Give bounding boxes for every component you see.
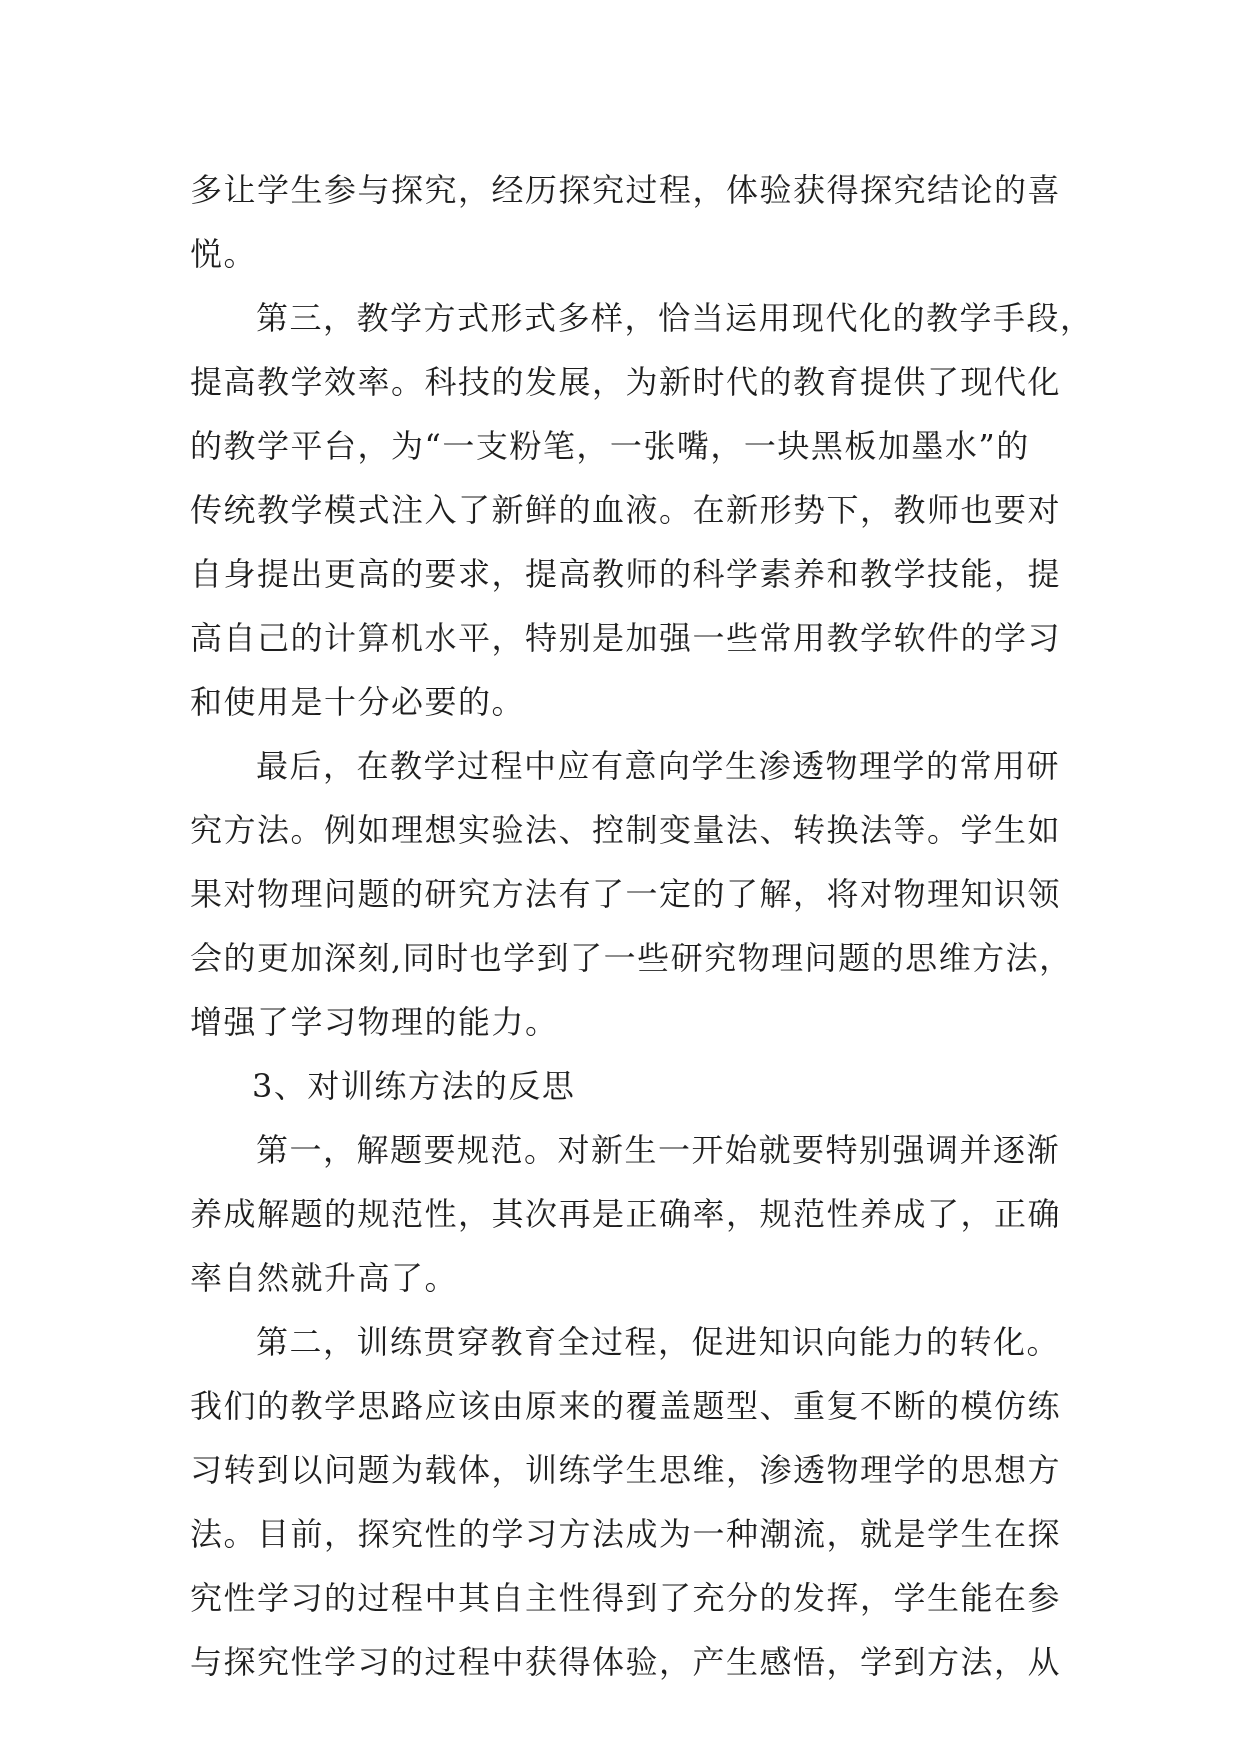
section-heading: 3、对训练方法的反思 <box>252 1067 576 1105</box>
text-line: 法。目前，探究性的学习方法成为一种潮流，就是学生在探 <box>190 1515 1062 1553</box>
text-line: 我们的教学思路应该由原来的覆盖题型、重复不断的模仿练 <box>190 1387 1062 1425</box>
paragraph-start-line: 第二，训练贯穿教育全过程，促进知识向能力的转化。 <box>256 1323 1061 1361</box>
text-line: 悦。 <box>190 235 258 273</box>
text-line: 高自己的计算机水平，特别是加强一些常用教学软件的学习 <box>190 619 1062 657</box>
text-line: 的教学平台，为“一支粉笔，一张嘴，一块黑板加墨水”的 <box>190 427 1030 465</box>
text-line: 率自然就升高了。 <box>190 1259 459 1297</box>
text-line: 与探究性学习的过程中获得体验，产生感悟，学到方法，从 <box>190 1643 1062 1681</box>
text-line: 习转到以问题为载体，训练学生思维，渗透物理学的思想方 <box>190 1451 1062 1489</box>
paragraph-start-line: 第三，教学方式形式多样，恰当运用现代化的教学手段， <box>256 299 1094 337</box>
text-line: 传统教学模式注入了新鲜的血液。在新形势下，教师也要对 <box>190 491 1062 529</box>
text-line: 究性学习的过程中其自主性得到了充分的发挥，学生能在参 <box>190 1579 1062 1617</box>
text-line: 自身提出更高的要求，提高教师的科学素养和教学技能，提 <box>190 555 1062 593</box>
text-line: 和使用是十分必要的。 <box>190 683 526 721</box>
body-text <box>190 158 1094 1694</box>
text-line: 提高教学效率。科技的发展，为新时代的教育提供了现代化 <box>190 363 1062 401</box>
text-line: 多让学生参与探究，经历探究过程，体验获得探究结论的喜 <box>190 171 1062 209</box>
text-line: 养成解题的规范性，其次再是正确率，规范性养成了，正确 <box>190 1195 1062 1233</box>
paragraph-start-line: 第一，解题要规范。对新生一开始就要特别强调并逐渐 <box>256 1131 1061 1169</box>
text-line: 增强了学习物理的能力。 <box>190 1003 559 1041</box>
text-line: 究方法。例如理想实验法、控制变量法、转换法等。学生如 <box>190 811 1062 849</box>
text-line: 果对物理问题的研究方法有了一定的了解，将对物理知识领 <box>190 875 1062 913</box>
paragraph-start-line: 最后，在教学过程中应有意向学生渗透物理学的常用研 <box>256 747 1061 785</box>
text-line: 会的更加深刻,同时也学到了一些研究物理问题的思维方法， <box>190 939 1073 977</box>
